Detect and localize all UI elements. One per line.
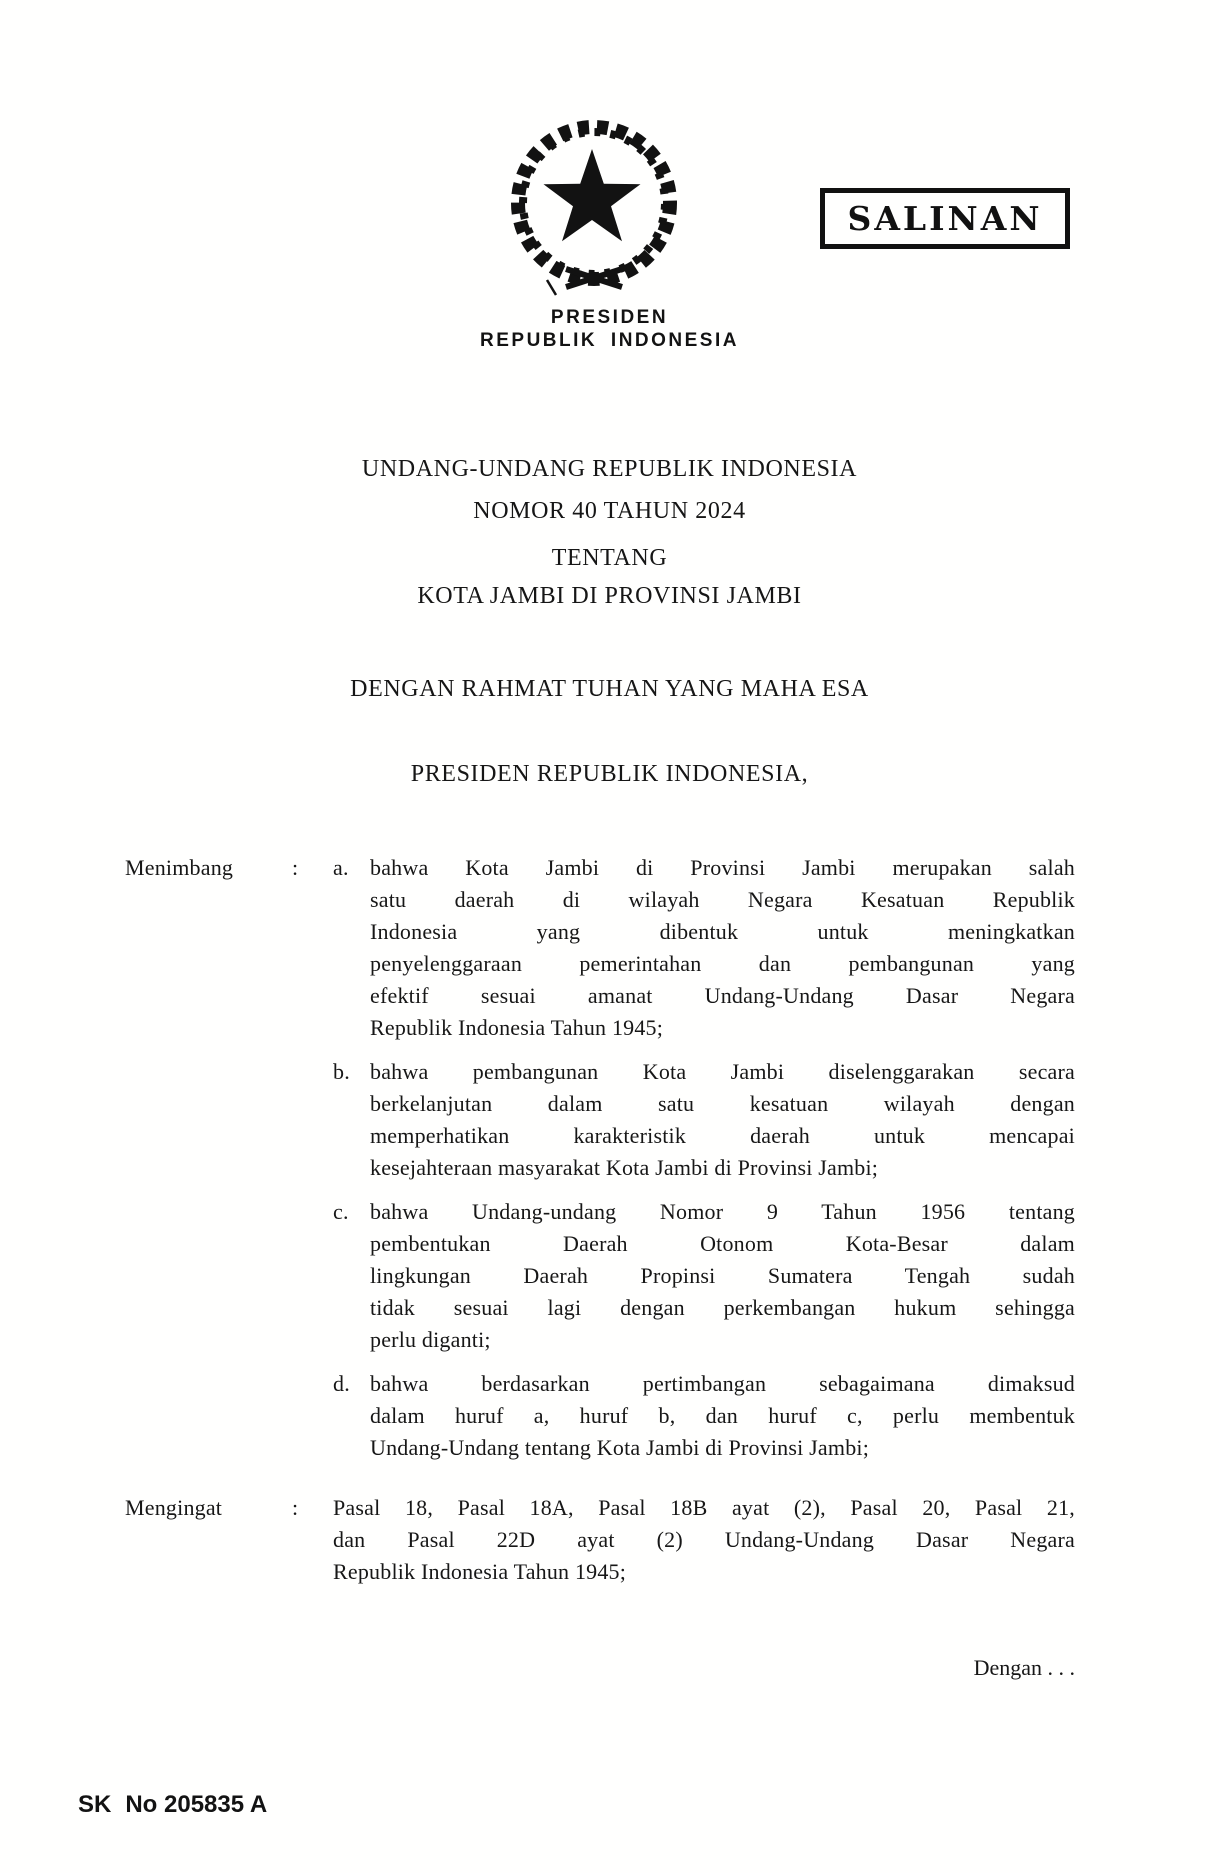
considering-item-text: bahwa pembangunan Kota Jambi diselenggarakan secara berkelanjutan dalam satu kesatuan wilayah dengan memperhatikan karakteristik daerah untuk mencapai kesejahteraan masyarakat Kota Jambi di Provinsi Jambi; [370, 1059, 1075, 1180]
considering-item-text: bahwa Kota Jambi di Provinsi Jambi merupakan salah satu daerah di wilayah Negara Kesatuan Republik Indonesia yang dibentuk untuk meningkatkan penyelenggaraan pemerintahan dan pembangunan yang efektif sesuai amanat Undang-Undang Dasar Negara Republik Indonesia Tahun 1945; [370, 855, 1075, 1040]
letterhead [0, 306, 1219, 352]
salinan-stamp [820, 188, 1070, 249]
considering-item-letter: a. [333, 855, 349, 880]
law-title-line1: UNDANG-UNDANG REPUBLIK INDONESIA [361, 456, 858, 482]
considering-colon: : [292, 855, 299, 880]
recalling-label: Mengingat [125, 1495, 223, 1520]
letterhead-presiden: PRESIDEN [550, 307, 669, 328]
page-footer [78, 1791, 267, 1819]
considering-label: Menimbang [125, 855, 234, 880]
letterhead-republik-indonesia: REPUBLIK INDONESIA [480, 330, 739, 351]
considering-item-letter: c. [333, 1199, 349, 1224]
enacting-authority-line: PRESIDEN REPUBLIK INDONESIA, [410, 761, 809, 787]
recalling-colon: : [292, 1495, 299, 1520]
law-title-tentang: TENTANG [551, 545, 668, 571]
recalling-text: Pasal 18, Pasal 18A, Pasal 18B ayat (2), Pasal 20, Pasal 21, dan Pasal 22D ayat (2) Undang-Undang Dasar Negara Republik Indonesia Tahun 1945; [333, 1495, 1075, 1584]
salinan-stamp-label: SALINAN [847, 199, 1043, 238]
continuation-catchword: Dengan . . . [973, 1655, 1075, 1680]
considering-item-letter: b. [333, 1059, 350, 1084]
considering-item-letter: d. [333, 1371, 350, 1396]
considering-item-text: bahwa Undang-undang Nomor 9 Tahun 1956 tentang pembentukan Daerah Otonom Kota-Besar dalam lingkungan Daerah Propinsi Sumatera Tengah sudah tidak sesuai lagi dengan perkembangan hukum sehingga perlu diganti; [370, 1199, 1075, 1352]
presidential-star-wreath-emblem-icon [440, 112, 690, 297]
law-title-subject: KOTA JAMBI DI PROVINSI JAMBI [417, 583, 802, 609]
footer-sk-number: No 205835 A [125, 1791, 268, 1818]
recalling-section [125, 1492, 1075, 1588]
footer-sk-prefix: SK [78, 1791, 112, 1818]
invocation-line: DENGAN RAHMAT TUHAN YANG MAHA ESA [350, 676, 869, 702]
law-title-number: NOMOR 40 TAHUN 2024 [473, 498, 746, 524]
considering-section [125, 852, 1075, 1464]
considering-item-text: bahwa berdasarkan pertimbangan sebagaimana dimaksud dalam huruf a, huruf b, dan huruf c, perlu membentuk Undang-Undang tentang Kota Jambi di Provinsi Jambi; [370, 1371, 1075, 1460]
